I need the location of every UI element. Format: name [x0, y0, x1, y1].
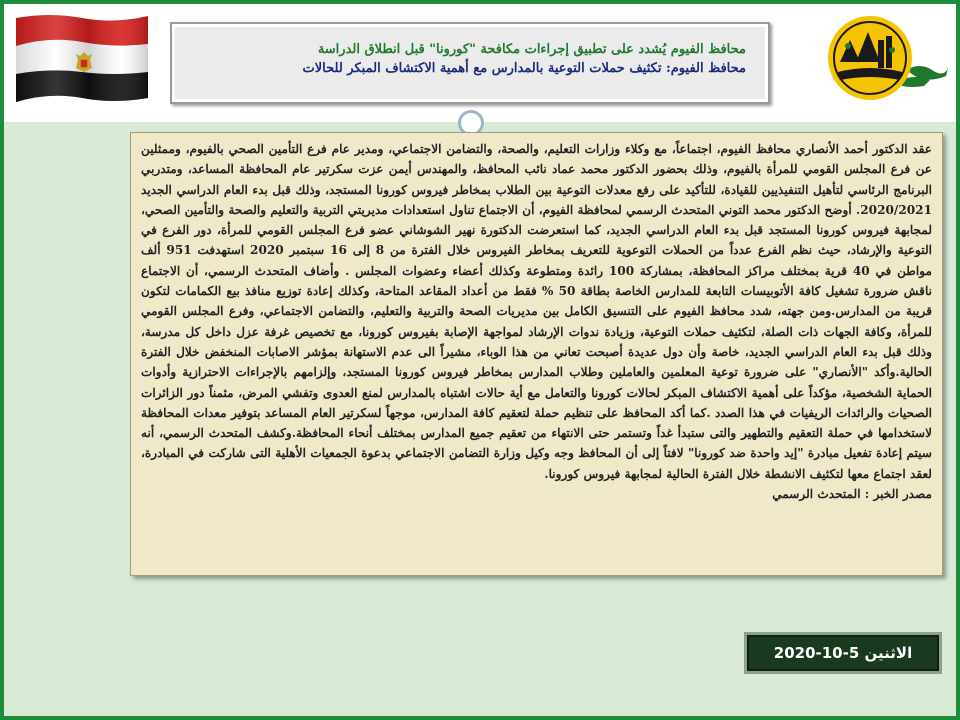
- fayoum-governorate-logo-icon: [820, 10, 948, 106]
- egypt-flag-icon: [14, 12, 150, 102]
- article-source: مصدر الخبر : المتحدث الرسمي: [772, 487, 932, 502]
- article-body-box: [130, 132, 943, 576]
- article-body: عقد الدكتور أحمد الأنصاري محافظ الفيوم، اجتماعاً، مع وكلاء وزارات التعليم، والصحة، والتضامن الاجتماعي، ومدير عام فرع التأمين الصحي بالفيوم، وممثلين عن فرع المجلس القومي للمرأة بالفيوم، وذلك بحضور الدكتور محمد عماد نائب المحافظ، والمهندس أيمن عزت سكرتير عام المحافظة المساعد، ومتدربي البرنامج الرئاسي لتأهيل التنفيذيين للقيادة، للتأكيد على رفع معدلات التوعية بين الطلاب بمخاطر فيروس كورونا المستجد، وذلك قبل بدء العام الدراسي الجديد 2020/2021. أوضح الدكتور محمد التوني المتحدث الرسمي لمحافظة الفيوم، أن الاجتماع تناول استعدادات مديريتي التربية والتعليم والصحة والتأمين الصحي، لمجابهة فيروس كورونا المستجد قبل بدء العام الدراسي الجديد، كما استعرضت الدكتورة نهير الشوشاني عضو فرع المجلس القومي للمرأة، دور الفرع في التوعية والإرشاد، حيث نظم الفرع عدداً من الحملات التوعوية للتعريف بمخاطر الفيروس خلال الفترة من 8 إلى 16 سبتمبر 2020 استهدفت 951 ألف مواطن في 40 قرية بمختلف مراكز المحافظة، بمشاركة 100 رائدة ومتطوعة وكذلك أعضاء وعضوات المجلس . وأضاف المتحدث الرسمي، أن الاجتماع ناقش ضرورة تشغيل كافة الأتوبيسات التابعة للمدارس الخاصة بطاقة 50 % فقط من أعداد المقاعد المتاحة، وكذلك إعادة توزيع منافذ بيع الكمامات لتكون قريبة من المدارس.ومن جهته، شدد محافظ الفيوم على التنسيق الكامل بين مديريات الصحة والتربية والتعليم، والتضامن الاجتماعي، وفرع المجلس القومي للمرأة، وكافة الجهات ذات الصلة، لتكثيف حملات التوعية، وزيادة ندوات الإرشاد لمواجهة الإصابة بفيروس كورونا، مع تخصيص غرفة عزل داخل كل مدرسة، وذلك قبل بدء العام الدراسي الجديد، خاصة وأن دول عديدة أصبحت تعاني من هذا الوباء، مشيراً الى عدم الاستهانة بمؤشر الاصابات المنخفض خلال الفترة الحالية.وأكد "الأنصاري" على ضرورة توعية المعلمين والعاملين وطلاب المدارس بمخاطر فيروس كورونا المستجد، وإلزامهم بالإجراءات الاحترازية وأدوات الحماية الشخصية، مؤكداً على أهمية الاكتشاف المبكر لحالات كورونا والتعامل مع أية حالات اشتباه بالمدارس لمنع العدوى وتفشي المرض، مثمناً دور الزائرات الصحيات والرائدات الريفيات في هذا الصدد .كما أكد المحافظ على تنظيم حملة لتعقيم كافة المدارس، موجهاً لسكرتير العام المساعد بتوفير معدات المحافظة لاستخدامها في حملة التعقيم والتطهير والتى ستبدأ غداً وتستمر حتى الانتهاء من تعقيم جميع المدارس بمختلف أنحاء المحافظة.وكشف المتحدث الرسمي، أنه سيتم إعادة تفعيل مبادرة "إيد واحدة ضد كورونا" لافتاً إلى أن المحافظ وجه وكيل وزارة التضامن الاجتماعي بدعوة الجمعيات الأهلية التى شاركت في المبادرة، لعقد اجتماع معها لتكثيف الانشطة خلال الفترة الحالية لمجابهة فيروس كورونا.: [141, 142, 933, 481]
- date-badge: الاثنين 5-10-2020: [744, 632, 942, 674]
- headline: محافظ الفيوم يُشدد على تطبيق إجراءات مكافحة "كورونا" قبل انطلاق الدراسة: [317, 42, 746, 57]
- subheadline: محافظ الفيوم: تكثيف حملات التوعية بالمدارس مع أهمية الاكتشاف المبكر للحالات: [302, 61, 746, 76]
- headline-box: [170, 22, 770, 104]
